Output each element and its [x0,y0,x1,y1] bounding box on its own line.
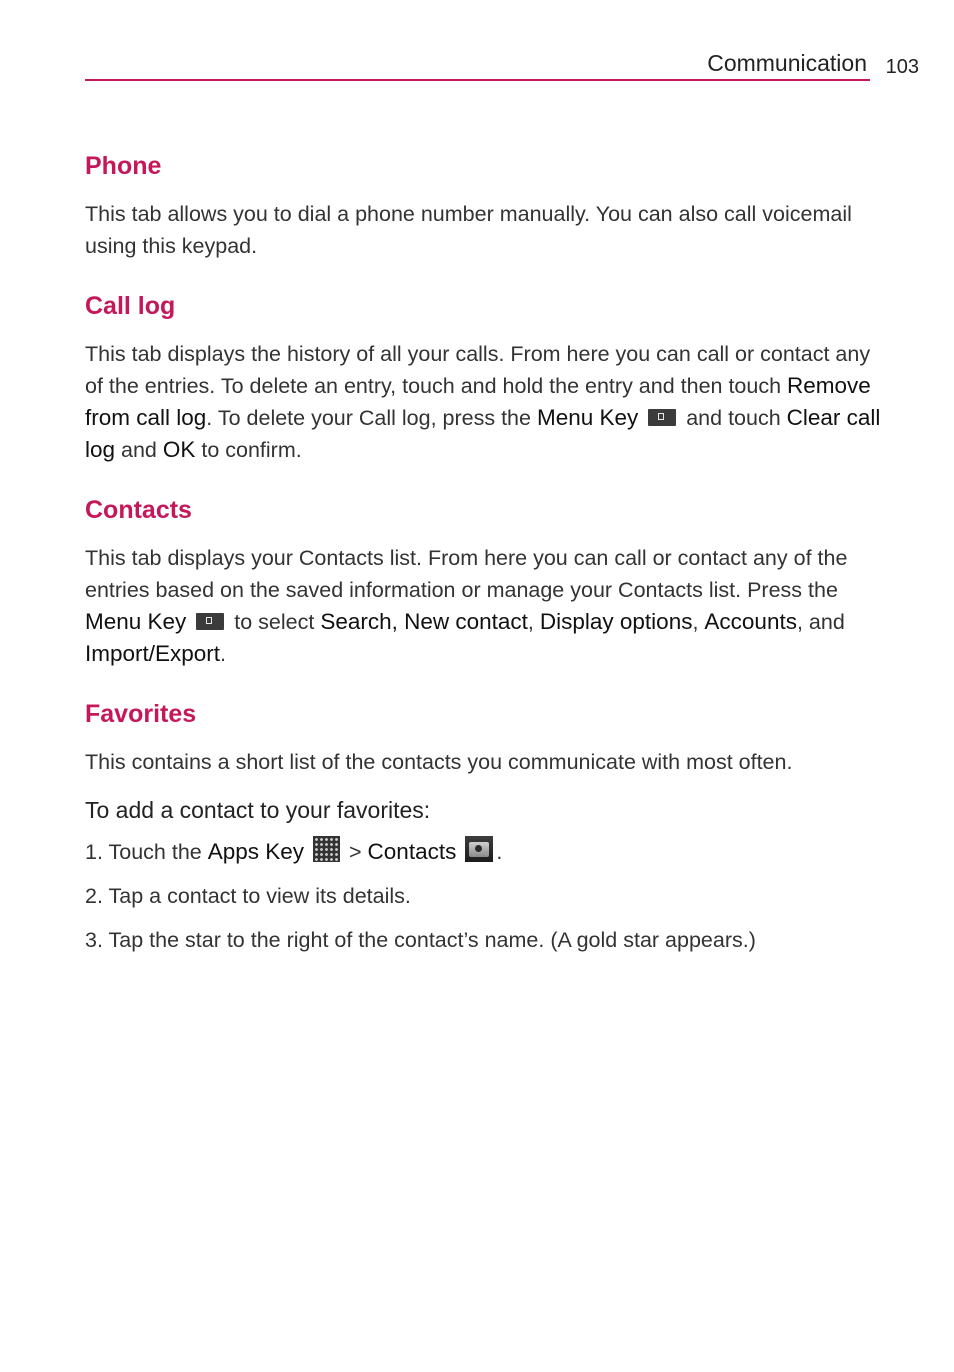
contacts-app-icon [465,836,493,862]
contacts-section [85,492,885,670]
favorites-heading: Favorites [85,700,197,728]
section-title: Communication [707,50,867,76]
step-3: 3. Tap the star to the right of the contact’s name. (A gold star appears.) [85,928,756,952]
call-log-section [85,288,885,466]
page-content [85,148,885,982]
call-log-text-2: . To delete your Call log, press the [206,406,537,430]
contacts-text-1: This tab displays your Contacts list. From here you can call or contact any of the entries based on the saved information or manage your Contacts list. Press the [85,546,848,602]
term-display-options: Display options [539,609,693,634]
term-apps-key: Apps Key [207,839,305,864]
term-contacts: Contacts [367,839,457,864]
contacts-text-3: , and [796,610,845,634]
contacts-sep-1: , [527,610,540,634]
phone-heading: Phone [85,152,162,180]
menu-key-icon [196,613,224,630]
page-header [85,48,921,84]
phone-section [85,148,885,262]
call-log-text-3: and touch [680,406,787,430]
menu-key-icon [648,409,676,426]
page-number: 103 [885,56,919,78]
call-log-text-5: to confirm. [195,438,302,462]
term-remove-from-call-log: Remove from call log [85,373,871,430]
term-clear-call-log: Clear call log [85,405,881,462]
call-log-text-4: and [115,438,163,462]
term-ok: OK [162,437,196,462]
term-search-new-contact: Search, New contact [320,609,528,634]
term-accounts: Accounts [704,609,797,634]
term-menu-key: Menu Key [85,609,187,634]
step-1-separator: > [343,840,368,864]
favorites-section [85,696,885,956]
call-log-heading: Call log [85,292,176,320]
call-log-body [85,338,885,466]
step-1-end: . [496,840,503,864]
term-import-export: Import/Export [85,641,221,666]
apps-grid-icon [313,836,340,862]
step-1-prefix: 1. Touch the [85,840,208,864]
phone-body: This tab allows you to dial a phone number manually. You can also call voicemail using this keypad. [85,202,852,258]
term-menu-key: Menu Key [536,405,639,430]
contacts-body [85,542,885,670]
step-1 [85,836,885,868]
contacts-text-4: . [220,642,227,666]
step-2: 2. Tap a contact to view its details. [85,884,411,908]
header-divider [85,79,870,81]
contacts-sep-2: , [692,610,705,634]
call-log-text-1: This tab displays the history of all your calls. From here you can call or contact any of the entries. To delete an entry, touch and hold the entry and then touch [85,342,871,398]
contacts-heading: Contacts [85,496,192,524]
contacts-text-2: to select [228,610,321,634]
favorites-subheading: To add a contact to your favorites: [85,797,431,823]
favorites-body: This contains a short list of the contacts you communicate with most often. [85,750,793,774]
